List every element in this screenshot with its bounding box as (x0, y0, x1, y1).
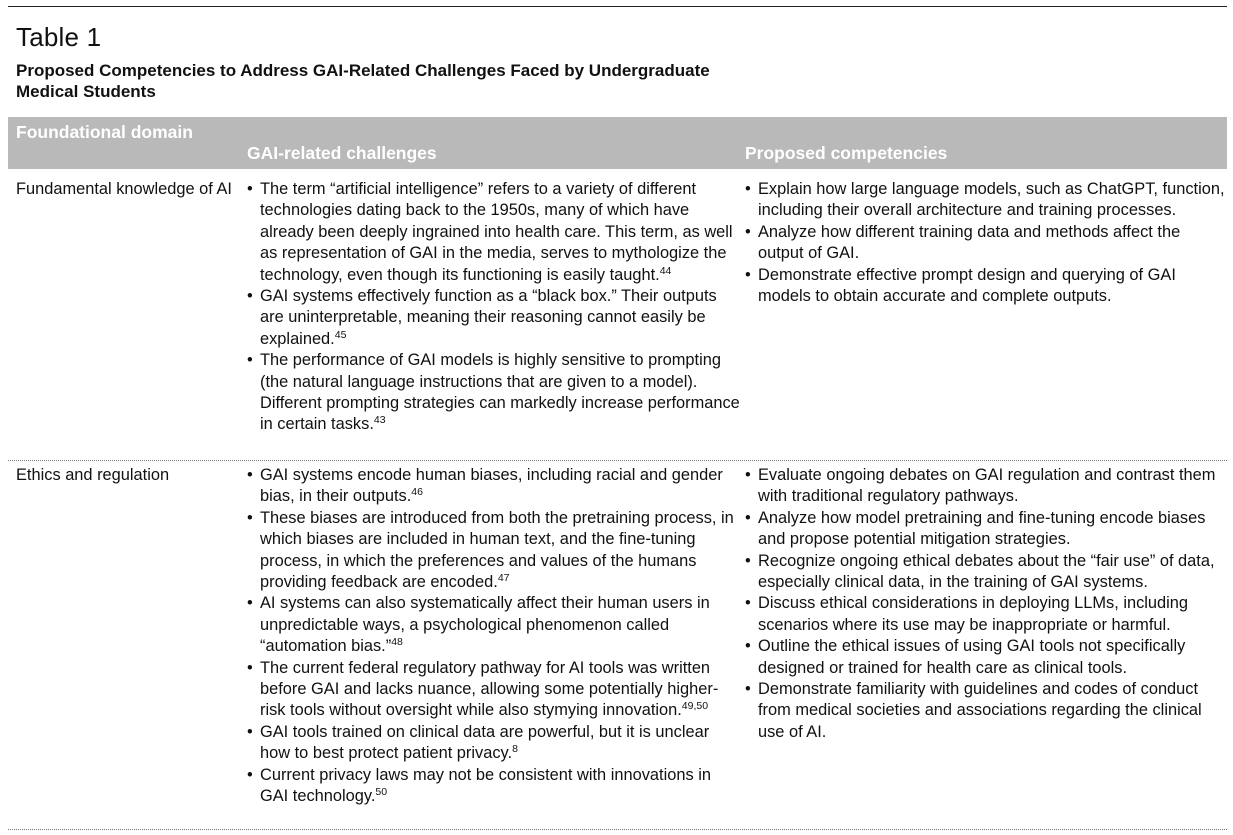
table-caption: Proposed Competencies to Address GAI-Related Challenges Faced by Undergraduate Medical Students (16, 61, 710, 101)
competency-item: • Explain how large language models, such as ChatGPT, function, including their overall architecture and training processes. (745, 179, 1225, 222)
header-competencies: Proposed competencies (745, 143, 948, 163)
challenge-item: • Current privacy laws may not be consistent with innovations in GAI technology.$^{50}$ (247, 765, 742, 808)
challenge-item: • AI systems can also systematically affect their human users in unpredictable ways, a psychological phenomenon called “automation bias.”$^{48}$ (247, 593, 742, 657)
row-divider (8, 460, 1227, 461)
competency-item: • Analyze how different training data and methods affect the output of GAI. (745, 222, 1225, 265)
competency-item: • Evaluate ongoing debates on GAI regulation and contrast them with traditional regulatory pathways. (745, 465, 1225, 508)
top-rule (8, 6, 1227, 7)
challenge-item: • GAI systems encode human biases, including racial and gender bias, in their outputs.$^{46}$ (247, 465, 742, 508)
competency-item: • Analyze how model pretraining and fine-tuning encode biases and propose potential mitigation strategies. (745, 508, 1225, 551)
header-domain: Foundational domain (16, 122, 193, 142)
challenge-item: • The current federal regulatory pathway for AI tools was written before GAI and lacks nuance, allowing some potentially higher-risk tools without oversight while also stymying innovation.$^{49,50}$ (247, 658, 742, 722)
challenge-item: • The term “artificial intelligence” refers to a variety of different technologies dating back to the 1950s, many of which have already been deeply ingrained into health care. This term, as well as representation of GAI in the media, serves to mythologize the technology, even though its functioning is easily taught.$^{44}$ (247, 179, 742, 286)
table-label: Table 1 (16, 22, 102, 52)
challenge-item: • These biases are introduced from both the pretraining process, in which biases are included in human text, and the fine-tuning process, in which the preferences and values of the humans providing feedback are encoded.$^{47}$ (247, 508, 742, 594)
competency-item: • Recognize ongoing ethical debates about the “fair use” of data, especially clinical data, in the training of GAI systems. (745, 551, 1225, 594)
row-2-challenges (247, 465, 742, 808)
challenge-item: • The performance of GAI models is highly sensitive to prompting (the natural language instructions that are given to a model). Different prompting strategies can markedly increase performance in certain tasks.$^{43}$ (247, 350, 742, 436)
row-2-competencies (745, 465, 1225, 743)
row-2-domain: Ethics and regulation (16, 466, 170, 484)
header-challenges: GAI-related challenges (247, 143, 437, 163)
competency-item: • Demonstrate familiarity with guidelines and codes of conduct from medical societies and associations regarding the clinical use of AI. (745, 679, 1225, 743)
row-1-challenges (247, 179, 742, 436)
competency-item: • Discuss ethical considerations in deploying LLMs, including scenarios where its use may be inappropriate or harmful. (745, 593, 1225, 636)
competency-item: • Demonstrate effective prompt design and querying of GAI models to obtain accurate and complete outputs. (745, 265, 1225, 308)
challenge-item: • GAI tools trained on clinical data are powerful, but it is unclear how to best protect patient privacy.$^8$ (247, 722, 742, 765)
competency-item: • Outline the ethical issues of using GAI tools not specifically designed or trained for health care as clinical tools. (745, 636, 1225, 679)
row-1-domain: Fundamental knowledge of AI (16, 180, 232, 198)
row-1-competencies (745, 179, 1225, 307)
challenge-item: • GAI systems effectively function as a “black box.” Their outputs are uninterpretable, meaning their reasoning cannot easily be explained.$^{45}$ (247, 286, 742, 350)
bottom-divider (8, 829, 1227, 830)
